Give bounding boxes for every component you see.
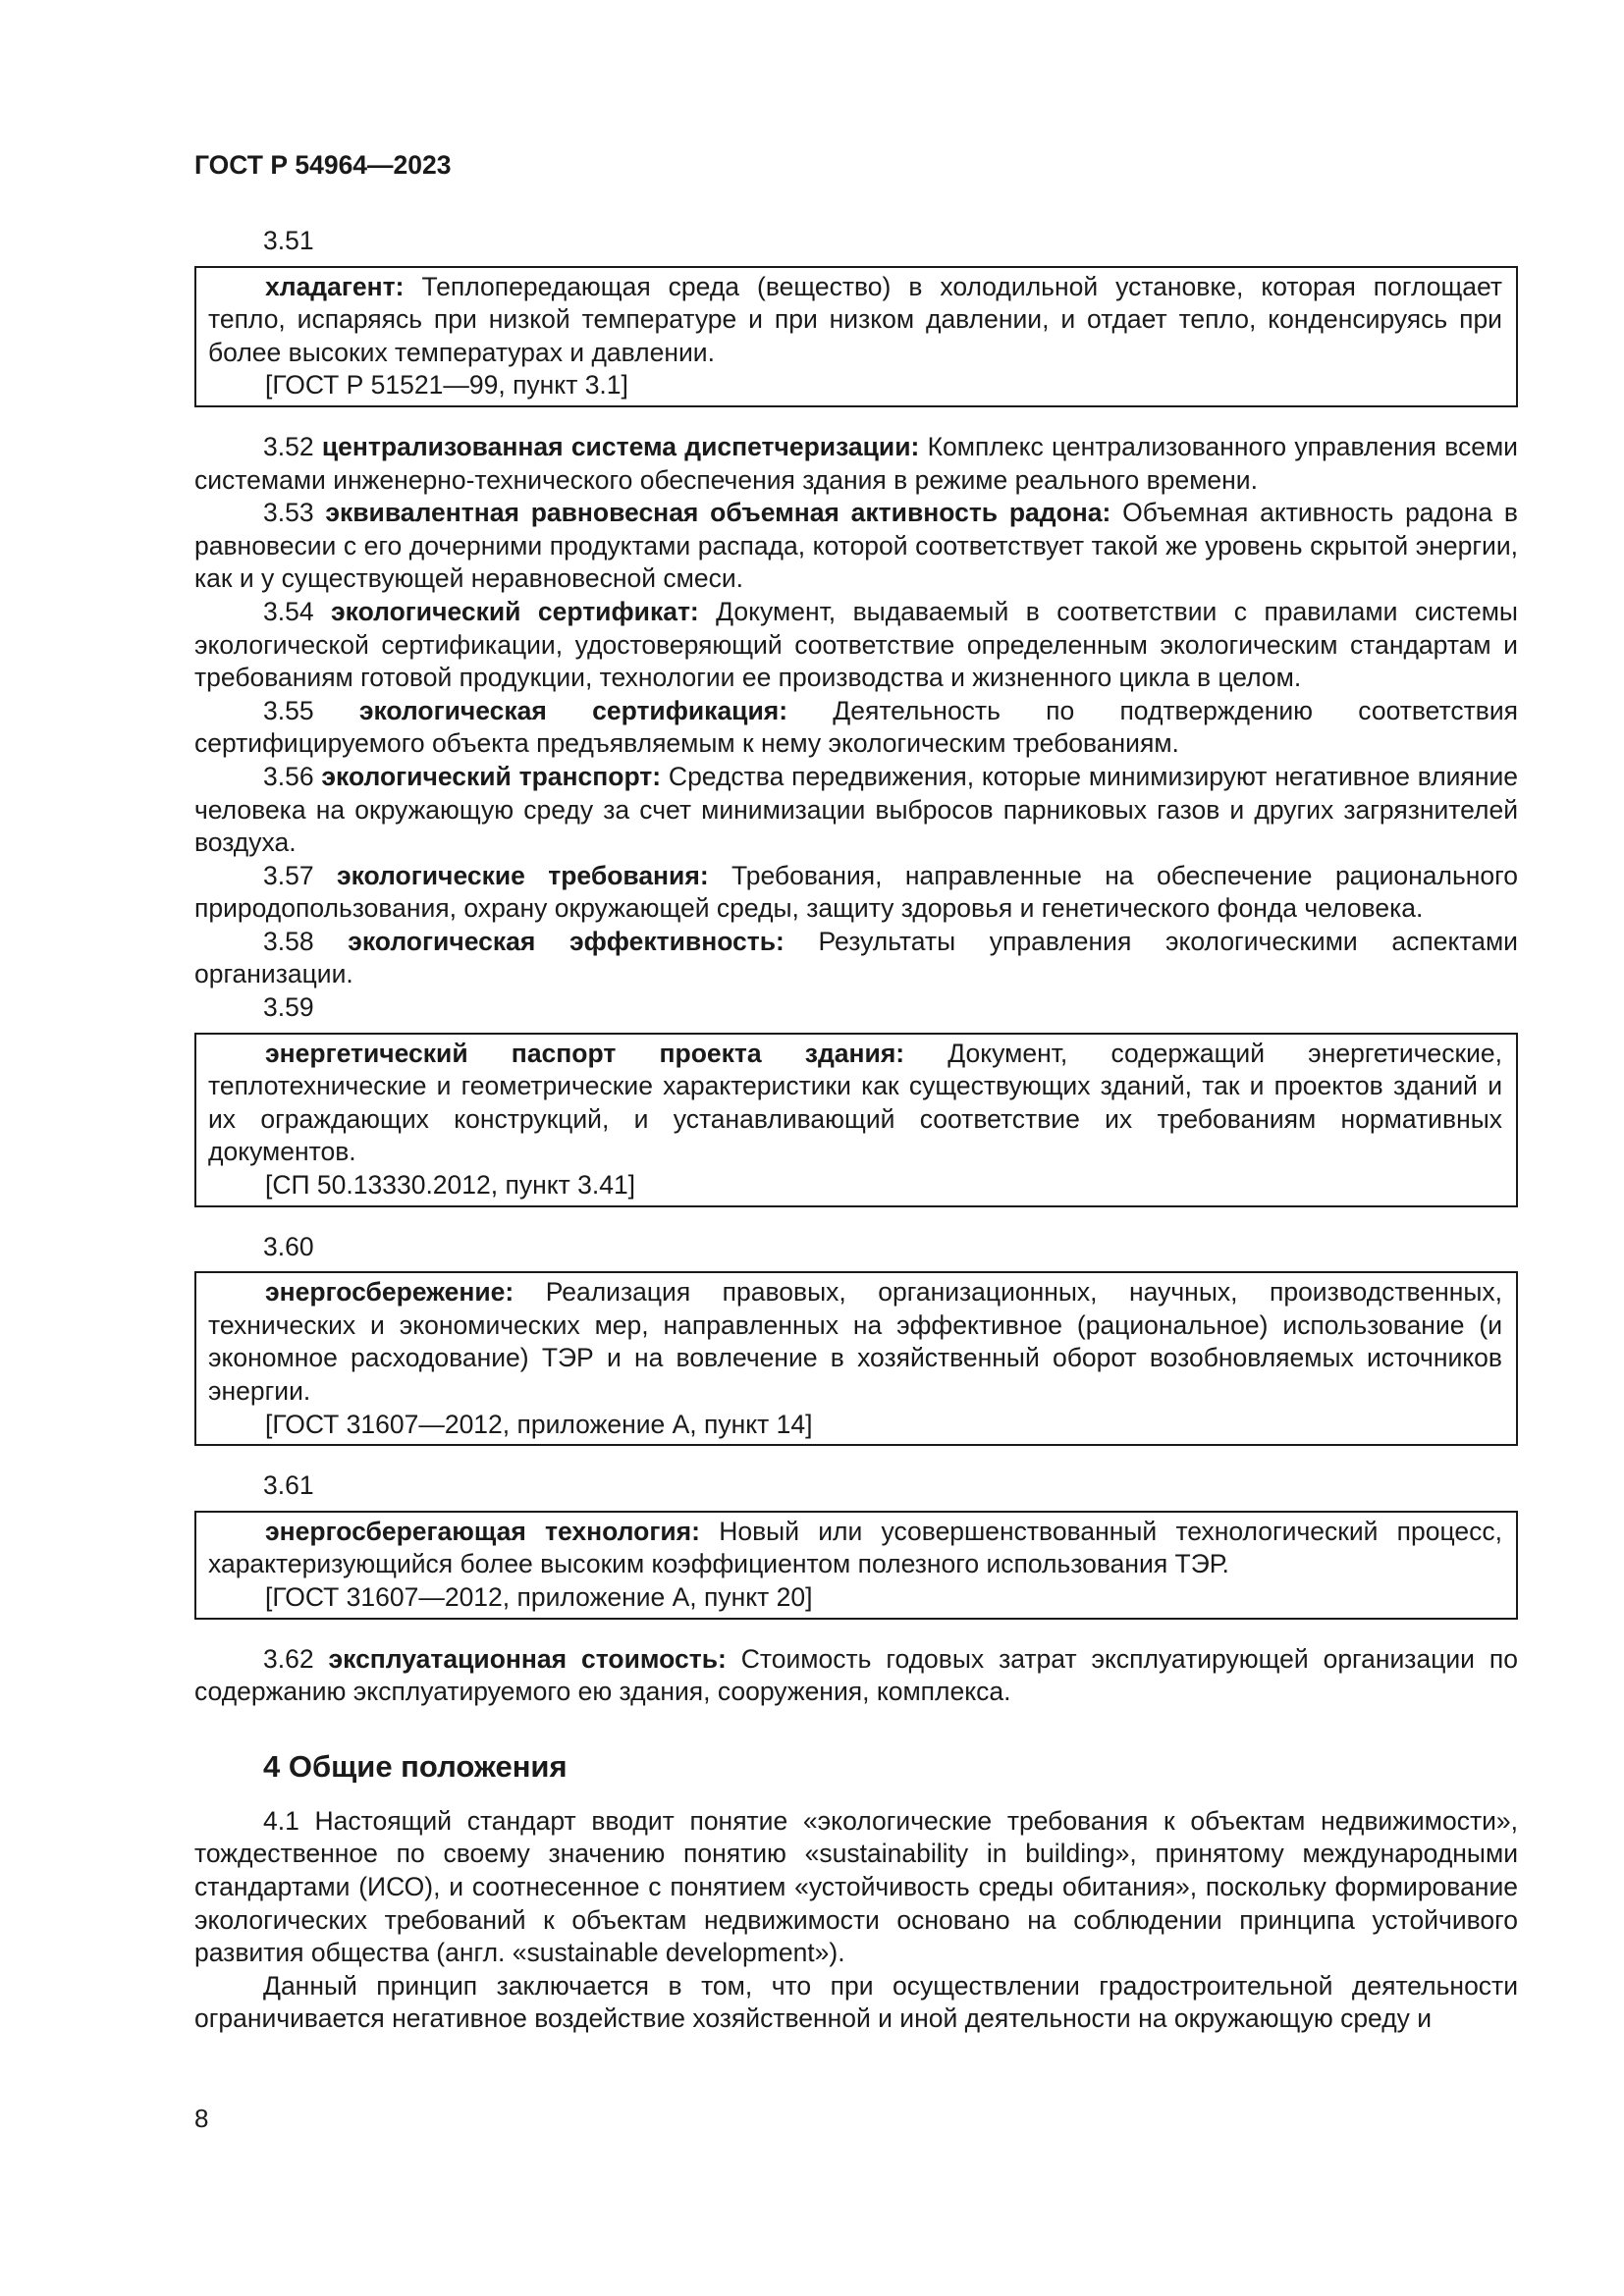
source-reference: [СП 50.13330.2012, пункт 3.41]: [265, 1170, 636, 1201]
definition: Теплопередающая среда (вещество) в холодильной установке, которая поглощает тепло, испаряясь при низкой температуре и при низком давлении, и отдает тепло, конденсируясь при более высоких температурах и давлении.: [208, 271, 1502, 367]
definition: Требования, направленные на обеспечение рационального природопользования, охрану окружающей среды, защиту здоровья и генетического фонда человека.: [194, 860, 1518, 924]
definition: Документ, содержащий энергетические, теплотехнические и геометрические характеристики как существующих зданий, так и проектов зданий и их ограждающих конструкций, и устанавливающий соответствие их требованиям нормативных документов.: [208, 1038, 1502, 1167]
entry-number: 3.57: [263, 860, 337, 890]
term: экологический транспорт:: [321, 761, 662, 791]
term: эксплуатационная стоимость:: [328, 1643, 727, 1674]
definition: Стоимость годовых затрат эксплуатирующей организации по содержанию эксплуатируемого ею здания, сооружения, комплекса.: [194, 1643, 1519, 1707]
section-heading: 4 Общие положения: [263, 1748, 568, 1784]
document-header: ГОСТ Р 54964—2023: [194, 150, 452, 180]
term-entry: [194, 860, 1518, 926]
definition: Реализация правовых, организационных, научных, производственных, технических и экономических мер, направленных на эффективное (рациональное) использование (и экономное расходование) ТЭР и на вовлечение в хозяйственный оборот возобновляемых источников энергии.: [208, 1277, 1502, 1406]
entry-number: 3.56: [263, 761, 322, 791]
definition: Документ, выдаваемый в соответствии с правилами системы экологической сертификации, удостоверяющий соответствие определенным экологическим стандартам и требованиям готовой продукции, технологии ее производства и жизненного цикла в целом.: [194, 596, 1518, 693]
term-entry: [194, 695, 1518, 761]
term: экологический сертификат:: [331, 596, 699, 626]
term-entry: [194, 761, 1518, 860]
entry-number: 3.62: [263, 1643, 329, 1674]
term: экологическая эффективность:: [348, 926, 785, 956]
term: централизованная система диспетчеризации:: [321, 431, 920, 461]
entry-number: 3.51: [263, 226, 314, 255]
definition: Результаты управления экологическими аспектами организации.: [194, 926, 1518, 989]
definition: Комплекс централизованного управления всеми системами инженерно-технического обеспечения здания в режиме реального времени.: [194, 431, 1518, 495]
term: энергетический паспорт проекта здания:: [265, 1038, 905, 1068]
term-entry: [194, 596, 1518, 695]
term-box: [194, 266, 1518, 407]
term-entry: [194, 926, 1518, 991]
term-box: [194, 1511, 1518, 1620]
entry-number: 3.54: [263, 596, 332, 626]
definition: Средства передвижения, которые минимизируют негативное влияние человека на окружающую среду за счет минимизации выбросов парниковых газов и других загрязнителей воздуха.: [194, 761, 1519, 858]
entry-number: 3.59: [263, 992, 314, 1023]
entry-number: 3.55: [263, 695, 359, 725]
entry-number: 3.61: [263, 1470, 314, 1501]
source-reference: [ГОСТ 31607—2012, приложение А, пункт 20]: [265, 1581, 813, 1612]
page-number: 8: [194, 2104, 209, 2133]
definition: Объемная активность радона в равновесии с его дочерними продуктами распада, которой соответствует такой же уровень скрытой энергии, как и у существующей неравновесной смеси.: [194, 498, 1518, 594]
term: экологические требования:: [336, 860, 709, 890]
term-box: [194, 1271, 1518, 1446]
source-reference: [ГОСТ 31607—2012, приложение А, пункт 14]: [265, 1409, 813, 1439]
entry-number: 3.58: [263, 926, 349, 956]
definition: Деятельность по подтверждению соответствия сертифицируемого объекта предъявляемым к нему экологическим требованиям.: [194, 695, 1518, 759]
term-entry: [194, 431, 1518, 497]
entry-number: 3.53: [263, 498, 326, 528]
term-entry: [194, 497, 1518, 596]
term-entry: [194, 1643, 1518, 1709]
paragraph: 4.1 Настоящий стандарт вводит понятие «экологические требования к объектам недвижимости», тождественное по своему значению понятию «sustainability in building», принятому международными стандартами (ИСО), и соотнесенное с понятием «устойчивость среды обитания», поскольку формирование экологических требований к объектам недвижимости основано на соблюдении принципа устойчивого развития общества (англ. «sustainable development»).: [194, 1805, 1518, 1968]
term-box: [194, 1033, 1518, 1207]
term: экологическая сертификация:: [358, 695, 788, 725]
term: энергосберегающая технология:: [265, 1516, 700, 1546]
paragraph: Данный принцип заключается в том, что при осуществлении градостроительной деятельности ограничивается негативное воздействие хозяйственной и иной деятельности на окружающую среду и: [194, 1970, 1518, 2034]
entry-number: 3.60: [263, 1231, 314, 1261]
document-body: [194, 225, 1518, 2036]
term: хладагент:: [265, 271, 405, 301]
entry-number: 3.52: [263, 431, 322, 461]
definition: Новый или усовершенствованный технологический процесс, характеризующийся более высоким коэффициентом полезного использования ТЭР.: [208, 1516, 1502, 1579]
term: эквивалентная равновесная объемная активность радона:: [325, 498, 1111, 528]
term: энергосбережение:: [265, 1277, 514, 1308]
source-reference: [ГОСТ Р 51521—99, пункт 3.1]: [265, 370, 628, 400]
